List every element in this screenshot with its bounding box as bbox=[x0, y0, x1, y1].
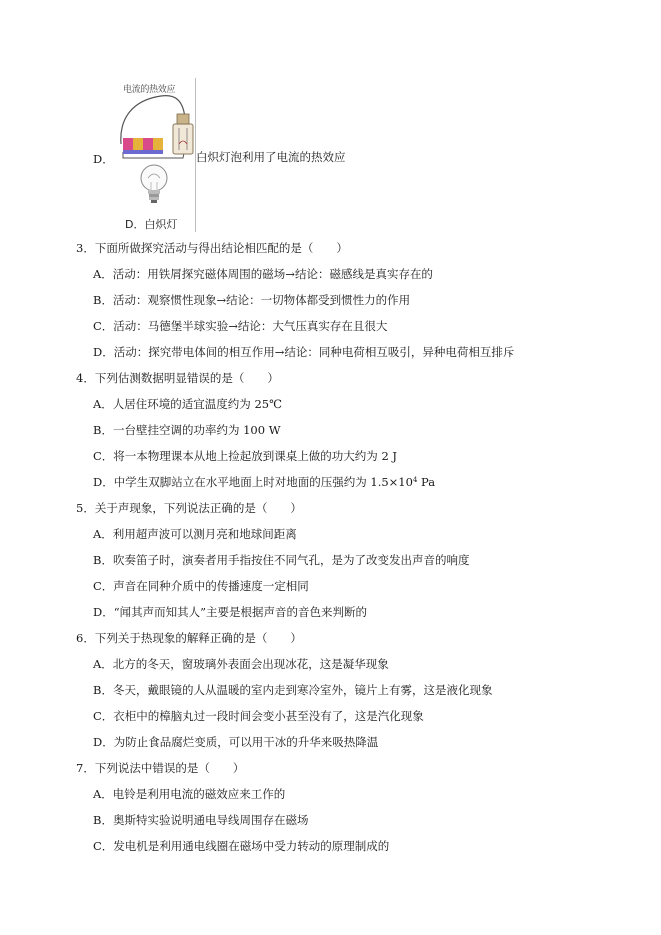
q4-option-d-text: D．中学生双脚站立在水平地面上时对地面的压强约为 1.5×10 bbox=[93, 475, 413, 489]
q6-option-b: B．冬天，戴眼镜的人从温暖的室内走到寒冷室外，镜片上有雾，这是液化现象 bbox=[93, 683, 493, 697]
figure-caption: D．白炽灯 bbox=[125, 218, 178, 231]
q7-option-c: C．发电机是利用通电线圈在磁场中受力转动的原理制成的 bbox=[93, 839, 390, 853]
q7-option-b: B．奥斯特实验说明通电导线周围存在磁场 bbox=[93, 813, 309, 827]
q4-option-c: C．将一本物理课本从地上捡起放到课桌上做的功大约为 2 J bbox=[93, 449, 398, 463]
q6-option-d: D．为防止食品腐烂变质，可以用干冰的升华来吸热降温 bbox=[93, 735, 379, 749]
q4-option-a: A．人居住环境的适宜温度约为 25℃ bbox=[93, 397, 282, 411]
q5-option-a: A．利用超声波可以测月亮和地球间距离 bbox=[93, 527, 297, 541]
q7-stem: 7．下列说法中错误的是（ ） bbox=[76, 761, 245, 775]
q4-stem: 4．下列估测数据明显错误的是（ ） bbox=[76, 371, 279, 385]
q6-option-c: C．衣柜中的樟脑丸过一段时间会变小甚至没有了，这是汽化现象 bbox=[93, 709, 424, 723]
q7-option-a: A．电铃是利用电流的磁效应来工作的 bbox=[93, 787, 286, 801]
q3-option-d: D．活动：探究带电体间的相互作用→结论：同种电荷相互吸引，异种电荷相互排斥 bbox=[93, 345, 515, 359]
q5-option-d: D．“闻其声而知其人”主要是根据声音的音色来判断的 bbox=[93, 605, 367, 619]
q5-stem: 5．关于声现象，下列说法正确的是（ ） bbox=[76, 501, 302, 515]
heating-experiment-illustration bbox=[113, 78, 195, 216]
q5-option-c: C．声音在同种介质中的传播速度一定相同 bbox=[93, 579, 309, 593]
q6-option-a: A．北方的冬天，窗玻璃外表面会出现冰花，这是凝华现象 bbox=[93, 657, 389, 671]
q6-stem: 6．下列关于热现象的解释正确的是（ ） bbox=[76, 631, 302, 645]
q4-option-d-unit: Pa bbox=[417, 475, 436, 489]
q4-option-b: B．一台壁挂空调的功率约为 100 W bbox=[93, 423, 281, 437]
q4-option-d bbox=[93, 474, 435, 490]
q3-option-a: A．活动：用铁屑探究磁体周围的磁场→结论：磁感线是真实存在的 bbox=[93, 267, 433, 281]
q3-option-c: C．活动：马德堡半球实验→结论：大气压真实存在且很大 bbox=[93, 319, 388, 333]
figure-title: 电流的热效应 bbox=[123, 85, 176, 95]
figure-panel bbox=[113, 78, 196, 232]
q4-option-d-exponent: 4 bbox=[412, 476, 418, 484]
q3-option-b: B．活动：观察惯性现象→结论：一切物体都受到惯性力的作用 bbox=[93, 293, 411, 307]
q5-option-b: B．吹奏笛子时，演奏者用手指按住不同气孔，是为了改变发出声音的响度 bbox=[93, 553, 470, 567]
q3-stem: 3．下面所做探究活动与得出结论相匹配的是（ ） bbox=[76, 241, 348, 255]
q2-option-d-text: 白炽灯泡利用了电流的热效应 bbox=[196, 150, 346, 164]
q2-option-d-label: D． bbox=[93, 152, 114, 166]
